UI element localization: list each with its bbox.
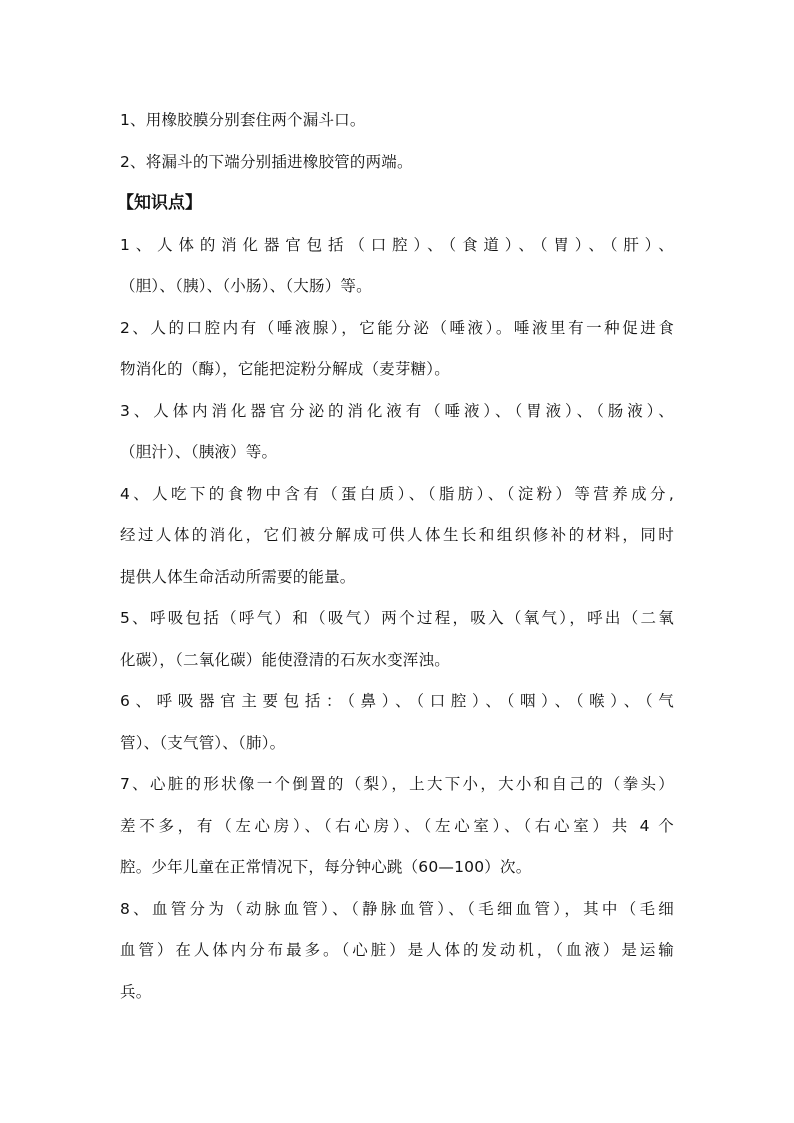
knowledge-line: 7、心脏的形状像一个倒置的（梨），上大下小，大小和自己的（拳头） bbox=[120, 775, 674, 793]
knowledge-line: （胆汁）、（胰液）等。 bbox=[120, 443, 278, 461]
step-line-1: 1、用橡胶膜分别套住两个漏斗口。 bbox=[120, 111, 366, 129]
knowledge-line: 提供人体生命活动所需要的能量。 bbox=[120, 567, 356, 586]
knowledge-line: 5、呼吸包括（呼气）和（吸气）两个过程，吸入（氧气），呼出（二氧 bbox=[120, 609, 674, 627]
document-body bbox=[117, 100, 674, 1013]
knowledge-line: 4、人吃下的食物中含有（蛋白质）、（脂肪）、（淀粉）等营养成分, bbox=[120, 484, 674, 503]
section-heading: 【知识点】 bbox=[117, 193, 202, 213]
knowledge-line: 化碳），（二氧化碳）能使澄清的石灰水变浑浊。 bbox=[120, 650, 450, 669]
knowledge-line: 3、人体内消化器官分泌的消化液有（唾液）、（胃液）、（肠液）、 bbox=[120, 401, 674, 420]
knowledge-line: 管）、（支气管）、（肺）。 bbox=[120, 733, 286, 752]
step-line-2: 2、将漏斗的下端分别插进橡胶管的两端。 bbox=[120, 152, 413, 171]
knowledge-points bbox=[120, 225, 674, 1014]
knowledge-line: 6、呼吸器官主要包括：（鼻）、（口腔）、（咽）、（喉）、（气 bbox=[120, 692, 674, 710]
knowledge-line: 经过人体的消化，它们被分解成可供人体生长和组织修补的材料，同时 bbox=[120, 526, 674, 544]
knowledge-line: 血管）在人体内分布最多。（心脏）是人体的发动机，（血液）是运输 bbox=[120, 941, 674, 959]
knowledge-line: 1、人体的消化器官包括（口腔）、（食道）、（胃）、（肝）、 bbox=[120, 235, 674, 254]
knowledge-line: 2、人的口腔内有（唾液腺），它能分泌（唾液）。唾液里有一种促进食 bbox=[120, 318, 674, 337]
knowledge-line: 腔。少年儿童在正常情况下，每分钟心跳（60—100）次。 bbox=[120, 858, 532, 876]
knowledge-line: （胆）、（胰）、（小肠）、（大肠）等。 bbox=[120, 277, 372, 295]
knowledge-line: 兵。 bbox=[120, 982, 152, 1001]
knowledge-line: 物消化的（酶），它能把淀粉分解成（麦芽糖）。 bbox=[120, 360, 450, 378]
knowledge-line: 8、血管分为（动脉血管）、（静脉血管）、（毛细血管），其中（毛细 bbox=[120, 899, 674, 918]
knowledge-line: 差不多，有（左心房）、（右心房）、（左心室）、（右心室）共 4 个 bbox=[120, 816, 674, 835]
